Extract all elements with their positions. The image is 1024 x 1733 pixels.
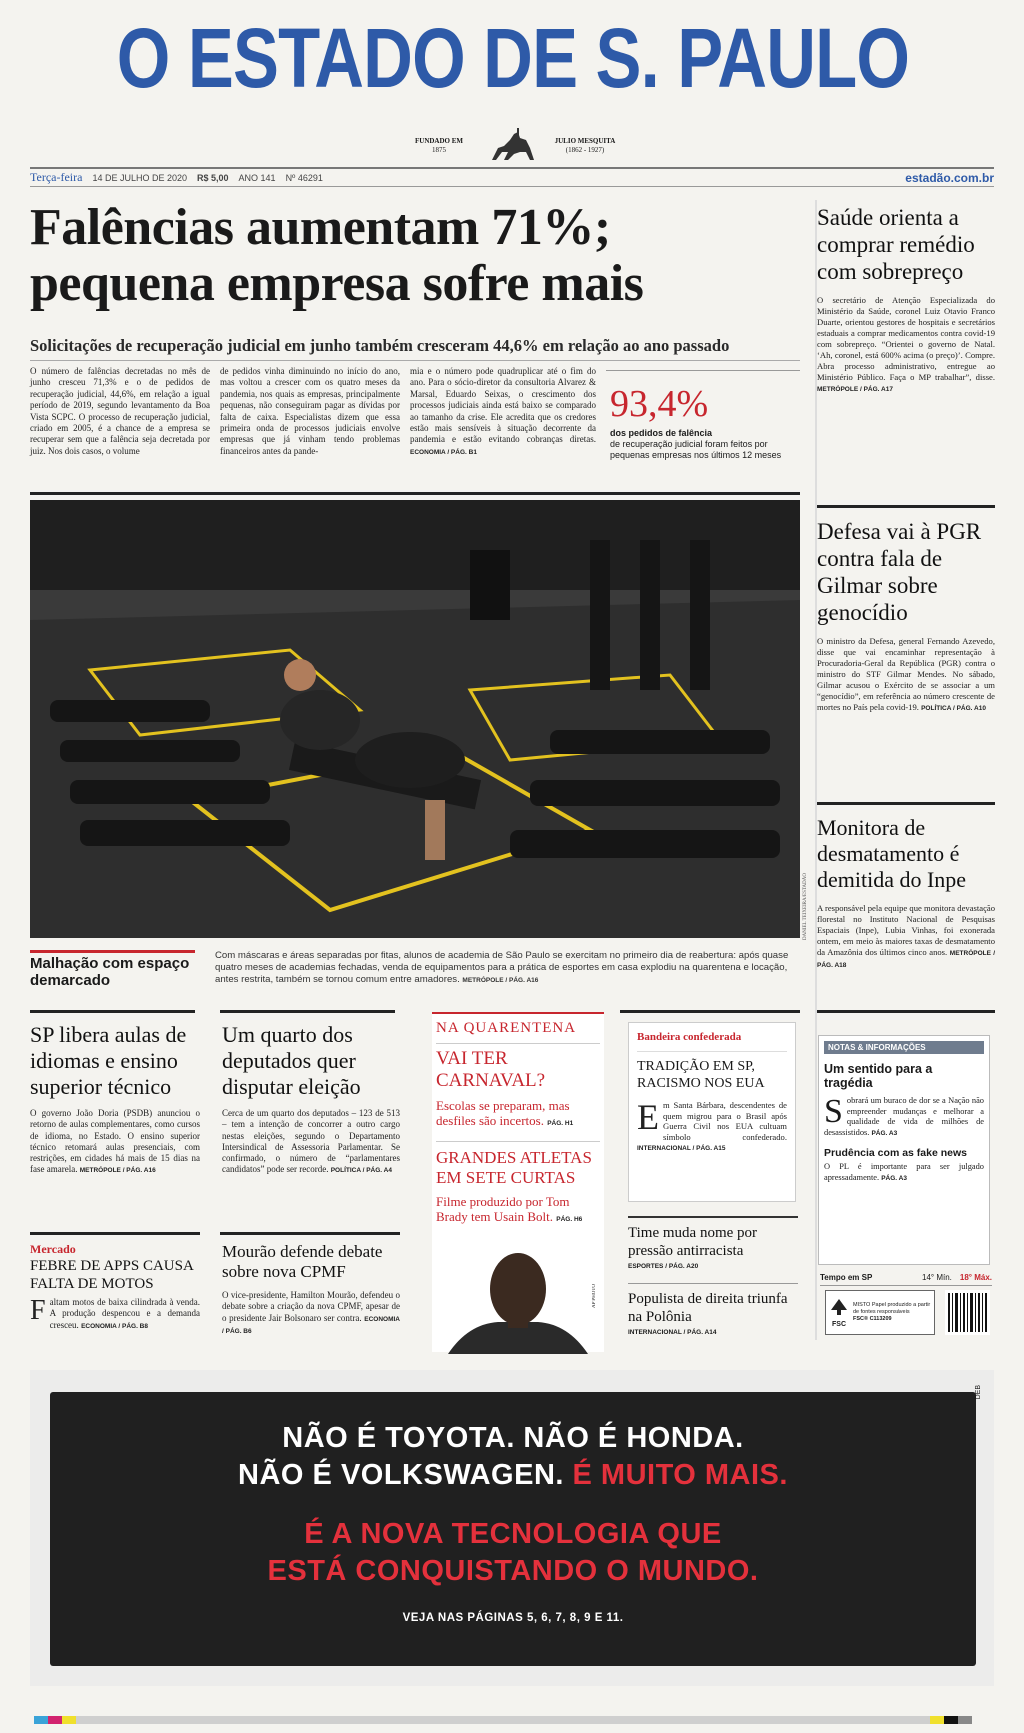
story-aulas-body xyxy=(30,1108,200,1177)
print-bar-gray xyxy=(76,1716,956,1724)
section-rule xyxy=(628,1283,798,1284)
founder-block xyxy=(30,128,994,164)
nota-2-headline[interactable]: Prudência com as fake news xyxy=(824,1147,967,1159)
story-defesa[interactable] xyxy=(817,518,995,714)
story-motos[interactable] xyxy=(30,1242,200,1332)
atletas-headline: GRANDES ATLETAS EM SETE CURTAS xyxy=(436,1148,592,1187)
ad-line-1: NÃO É TOYOTA. NÃO É HONDA. xyxy=(282,1422,744,1454)
story-motos-kicker: Mercado xyxy=(30,1242,76,1256)
story-defesa-body xyxy=(817,636,995,714)
carnaval-headline: VAI TER CARNAVAL? xyxy=(436,1048,546,1091)
carnaval-dek-text: Escolas se preparam, mas desfiles são incertos. xyxy=(436,1098,570,1128)
gym-illustration xyxy=(30,500,800,938)
photo-caption-text: Com máscaras e áreas separadas por fitas, alunos de academia de São Paulo se exercitam no primeiro dia de reabertura: após quase quatro meses de academias fechadas, venda de equipamentos para a prática de esportes em casa explodiu na quarentena e locação, antes restrita, também se tornou comum entre amadores. xyxy=(215,950,789,985)
story-aulas[interactable] xyxy=(30,1022,200,1177)
founder-years: (1862 - 1927) xyxy=(565,146,605,154)
price: R$ 5,00 xyxy=(197,172,229,183)
advertisement[interactable] xyxy=(50,1392,976,1666)
ad-line-2 xyxy=(50,1457,976,1494)
story-time-credit[interactable]: ESPORTES / PÁG. A20 xyxy=(628,1263,699,1270)
founded-label: FUNDADO EM xyxy=(414,137,464,145)
dropcap: F xyxy=(30,1295,46,1326)
ad-line-2a: NÃO É VOLKSWAGEN. xyxy=(238,1459,564,1491)
nota-1-text: obrará um buraco de dor se a Nação não empreender mudanças e melhorar a qualidade de vida de milhões de desassistidos. xyxy=(824,1096,984,1137)
story-cpmf-body xyxy=(222,1290,400,1337)
story-saude[interactable] xyxy=(817,204,995,395)
horseman-emblem-icon xyxy=(484,128,540,164)
fsc-info xyxy=(853,1302,931,1323)
notas-tag: NOTAS & INFORMAÇÕES xyxy=(824,1041,984,1054)
quarentena-box xyxy=(432,1012,604,1352)
story-inpe-text: A responsável pela equipe que monitora devastação florestal no Instituto Nacional de Pesquisas Espaciais (Inpe), Lubia Vinhas, foi exonerada ontem, em meio às maiores taxas de desmatamento da Amazônia dos últimos cinco anos. xyxy=(817,903,995,957)
photo-caption-credit[interactable]: METRÓPOLE / PÁG. A16 xyxy=(462,977,539,984)
section-rule xyxy=(220,1010,395,1013)
story-cpmf-credit[interactable]: ECONOMIA / PÁG. B6 xyxy=(222,1315,400,1335)
nota-1-body xyxy=(824,1093,984,1139)
section-rule xyxy=(817,1010,995,1013)
stat-caption xyxy=(610,428,796,461)
athlete-portrait[interactable] xyxy=(438,1244,598,1354)
nota-2-text: O PL é importante para ser julgado apressadamente. xyxy=(824,1162,984,1182)
year-number: ANO 141 xyxy=(238,172,276,183)
gym-photo[interactable] xyxy=(30,500,800,938)
fsc-text: MISTO Papel produzido a partir de fontes responsáveis xyxy=(853,1302,931,1315)
story-inpe-body xyxy=(817,903,995,971)
lead-credit[interactable]: ECONOMIA / PÁG. B1 xyxy=(410,448,477,456)
ad-line-4: ESTÁ CONQUISTANDO O MUNDO. xyxy=(267,1555,759,1587)
ad-line-5: VEJA NAS PÁGINAS 5, 6, 7, 8, 9 E 11. xyxy=(402,1612,624,1624)
story-defesa-text: O ministro da Defesa, general Fernando Azevedo, disse que vai encaminhar representação à Procuradoria-Geral da República (PGR) contra o ministro do STF Gilmar Mendes. No sábado, Gilmar acusou o Exército de se associar a um “genocídio”, em referência ao número crescente de mortes no País pela covid-19. xyxy=(817,636,995,712)
founder-name: JULIO MESQUITA xyxy=(554,137,616,145)
print-bar-black xyxy=(944,1716,958,1724)
masthead xyxy=(30,8,994,108)
weekday: Terça-feira xyxy=(30,170,83,184)
lead-subhead: Solicitações de recuperação judicial em junho também cresceram 44,6% em relação ao ano passado xyxy=(30,336,800,361)
lead-headline-line-2: pequena empresa sofre mais xyxy=(30,255,644,312)
athlete-photo-credit: AP PHOTO xyxy=(592,1284,597,1309)
story-saude-credit[interactable]: METRÓPOLE / PÁG. A17 xyxy=(817,386,893,393)
fsc-seal xyxy=(825,1290,935,1335)
story-saude-headline: Saúde orienta a comprar remédio com sobrepreço xyxy=(817,205,975,284)
newspaper-logo[interactable]: O ESTADO DE S. PAULO xyxy=(116,11,910,105)
story-defesa-credit[interactable]: POLÍTICA / PÁG. A10 xyxy=(921,705,986,712)
ad-line-2b: É MUITO MAIS. xyxy=(572,1459,788,1491)
story-deputados[interactable] xyxy=(222,1022,400,1177)
story-motos-text: altam motos de baixa cilindrada à venda. A produção despencou e a demanda cresceu. xyxy=(49,1297,200,1330)
stat-value: 93,4% xyxy=(610,383,709,425)
fsc-logo xyxy=(829,1298,849,1328)
atletas-credit[interactable]: PÁG. H6 xyxy=(556,1216,583,1223)
confederada-kicker: Bandeira confederada xyxy=(637,1031,742,1043)
founded-year: 1875 xyxy=(432,146,446,154)
lead-column-1: O número de falências decretadas no mês de junho cresceu 71,3% e o de pedidos de recuperação judicial, 44,6%, em relação a igual período de 2019, segundo levantamento da Boa Vista SCPC. O processo de recuperação judicial, criado em 2005, é a chance de a empresa se recuperar sem que a falência seja decretada por juiz. Nos dois casos, o volume xyxy=(30,366,210,456)
stat-label: dos pedidos de falência xyxy=(610,428,713,438)
quarentena-item-atletas[interactable] xyxy=(436,1141,600,1227)
ad-line-3: É A NOVA TECNOLOGIA QUE xyxy=(304,1518,722,1550)
story-deputados-headline: Um quarto dos deputados quer disputar eleição xyxy=(222,1022,361,1099)
story-inpe[interactable] xyxy=(817,815,995,971)
story-motos-body xyxy=(30,1297,200,1332)
atletas-dek xyxy=(436,1194,600,1227)
story-time[interactable] xyxy=(628,1224,798,1270)
section-rule xyxy=(30,1232,200,1235)
date: 14 DE JULHO DE 2020 xyxy=(92,172,187,183)
story-motos-credit[interactable]: ECONOMIA / PÁG. B8 xyxy=(81,1322,148,1330)
dateline xyxy=(30,167,994,187)
nota-2-credit[interactable]: PÁG. A3 xyxy=(881,1174,907,1182)
fsc-code: FSC® C113209 xyxy=(853,1316,892,1322)
lead-headline[interactable] xyxy=(30,200,800,312)
issue-number: Nº 46291 xyxy=(285,172,323,183)
stat-detail: de recuperação judicial foram feitos por pequenas empresas nos últimos 12 meses xyxy=(610,439,782,460)
nota-1-credit[interactable]: PÁG. A3 xyxy=(871,1129,898,1137)
story-polonia[interactable] xyxy=(628,1290,798,1336)
section-rule xyxy=(628,1216,798,1218)
confederada-headline: TRADIÇÃO EM SP, RACISMO NOS EUA xyxy=(637,1051,787,1092)
quarentena-kicker: NA QUARENTENA xyxy=(436,1020,577,1036)
carnaval-credit[interactable]: PÁG. H1 xyxy=(547,1120,574,1127)
print-bar-cyan xyxy=(34,1716,48,1724)
ad-code: DEB xyxy=(975,1385,982,1400)
photo-caption-headline: Malhação com espaço demarcado xyxy=(30,950,195,989)
print-bar-gray-2 xyxy=(958,1716,972,1724)
story-aulas-credit[interactable]: METRÓPOLE / PÁG. A16 xyxy=(79,1167,156,1175)
story-cpmf-headline: Mourão defende debate sobre nova CPMF xyxy=(222,1242,383,1281)
story-saude-body xyxy=(817,295,995,395)
story-deputados-body xyxy=(222,1108,400,1177)
weather-max: 18° Máx. xyxy=(959,1273,992,1282)
photo-caption xyxy=(215,950,800,987)
confederada-credit[interactable]: INTERNACIONAL / PÁG. A15 xyxy=(637,1145,726,1153)
dropcap: S xyxy=(824,1093,843,1130)
section-rule xyxy=(30,1010,195,1013)
story-inpe-credit[interactable]: METRÓPOLE / PÁG. A18 xyxy=(817,950,996,969)
story-motos-headline: FEBRE DE APPS CAUSA FALTA DE MOTOS xyxy=(30,1258,193,1292)
dropcap: E xyxy=(637,1097,659,1137)
story-time-headline: Time muda nome por pressão antirracista xyxy=(628,1225,758,1259)
lead-headline-line-1: Falências aumentam 71%; xyxy=(30,199,611,256)
print-bar-yellow-2 xyxy=(930,1716,944,1724)
atletas-dek-text: Filme produzido por Tom Brady tem Usain Bolt. xyxy=(436,1194,570,1224)
stat-rule xyxy=(606,370,800,371)
confederada-text: m Santa Bárbara, descendentes de quem migrou para o Brasil após Guerra Civil nos EUA cultuam símbolo confederado. xyxy=(663,1100,787,1142)
weather-label: Tempo em SP xyxy=(820,1273,873,1282)
section-rule xyxy=(30,492,800,495)
section-rule xyxy=(817,505,995,508)
confederada-body xyxy=(637,1097,787,1155)
story-confederada[interactable] xyxy=(628,1022,796,1202)
story-defesa-headline: Defesa vai à PGR contra fala de Gilmar sobre genocídio xyxy=(817,519,982,625)
lead-column-3-text: mia e o número pode quadruplicar até o fim do ano. Para o sócio-diretor da consultoria Alvarez & Marsal, Eduardo Seixas, o crescimento dos processos judiciais ainda está baixo se comparado ao tamanho da crise. Ele acredita que os credores estão mais sensíveis à situação decorrente da pandemia e estão evitando cobranças diretas. xyxy=(410,366,596,445)
fsc-tree-icon xyxy=(829,1298,849,1316)
barcode-icon xyxy=(945,1290,990,1335)
notas-box xyxy=(818,1035,990,1265)
story-cpmf[interactable] xyxy=(222,1242,400,1337)
fsc-label: FSC xyxy=(832,1320,846,1328)
story-aulas-text: O governo João Doria (PSDB) anunciou o retorno de aulas complementares, como cursos de idioma, no Estado. O ensino superior técnico retomará aulas presenciais, com restrições, em cidades há mais de 15 dias na fase amarela. xyxy=(30,1108,200,1175)
carnaval-dek xyxy=(436,1098,600,1131)
section-rule xyxy=(620,1010,800,1013)
weather xyxy=(820,1273,992,1286)
print-bar-magenta xyxy=(48,1716,62,1724)
lead-column-2: de pedidos vinha diminuindo no início do ano, mas voltou a crescer com os quatro meses da pandemia, nos quais as empresas, principalmente pequenas, não conseguiram pagar as dívidas por falta de caixa. Especialistas dizem que essa primeira onda de processos judiciais envolve empresas que já vinham tendo problemas financeiros antes da pande- xyxy=(220,366,400,456)
section-rule xyxy=(817,802,995,805)
lead-column-3 xyxy=(410,366,596,458)
weather-min: 14° Mín. xyxy=(922,1273,952,1282)
story-deputados-text: Cerca de um quarto dos deputados – 123 de 513 – tem a intenção de concorrer a outro cargo nestas eleições, segundo o Departamento Intersindical de Assessoria Parlamentar. Se confirmado, o número de “parlamentares candidatos” pode ser recorde. xyxy=(222,1108,400,1175)
story-polonia-headline: Populista de direita triunfa na Polônia xyxy=(628,1291,788,1325)
section-rule xyxy=(220,1232,400,1235)
story-cpmf-text: O vice-presidente, Hamilton Mourão, defendeu o debate sobre a criação da nova CPMF, apesar de o presidente Jair Bolsonaro ser contra. xyxy=(222,1290,400,1323)
photo-credit: DANIEL TEIXEIRA/ESTADÃO xyxy=(803,873,808,940)
quarentena-item-carnaval[interactable] xyxy=(436,1043,600,1131)
story-aulas-headline: SP libera aulas de idiomas e ensino superior técnico xyxy=(30,1022,187,1099)
site-link[interactable]: estadão.com.br xyxy=(905,170,994,185)
story-saude-text: O secretário de Atenção Especializada do Ministério da Saúde, coronel Luiz Otavio Franco Duarte, orientou gestores de hospitais e secretários estaduais a comprar medicamentos contra covid-19 com sobrepreço. “Orientei o governo de Natal. ‘Ah, coronel, está 600% acima (o preço)’. Compre. Abra processo administrativo, entregue ao Ministério Público. Faça o MP trabalhar”, disse. xyxy=(817,295,995,382)
story-inpe-headline: Monitora de desmatamento é demitida do Inpe xyxy=(817,815,967,892)
story-deputados-credit[interactable]: POLÍTICA / PÁG. A4 xyxy=(330,1167,392,1175)
nota-2-body xyxy=(824,1162,984,1184)
print-bar-yellow xyxy=(62,1716,76,1724)
nota-1-headline[interactable]: Um sentido para a tragédia xyxy=(824,1062,933,1090)
story-polonia-credit[interactable]: INTERNACIONAL / PÁG. A14 xyxy=(628,1329,717,1336)
